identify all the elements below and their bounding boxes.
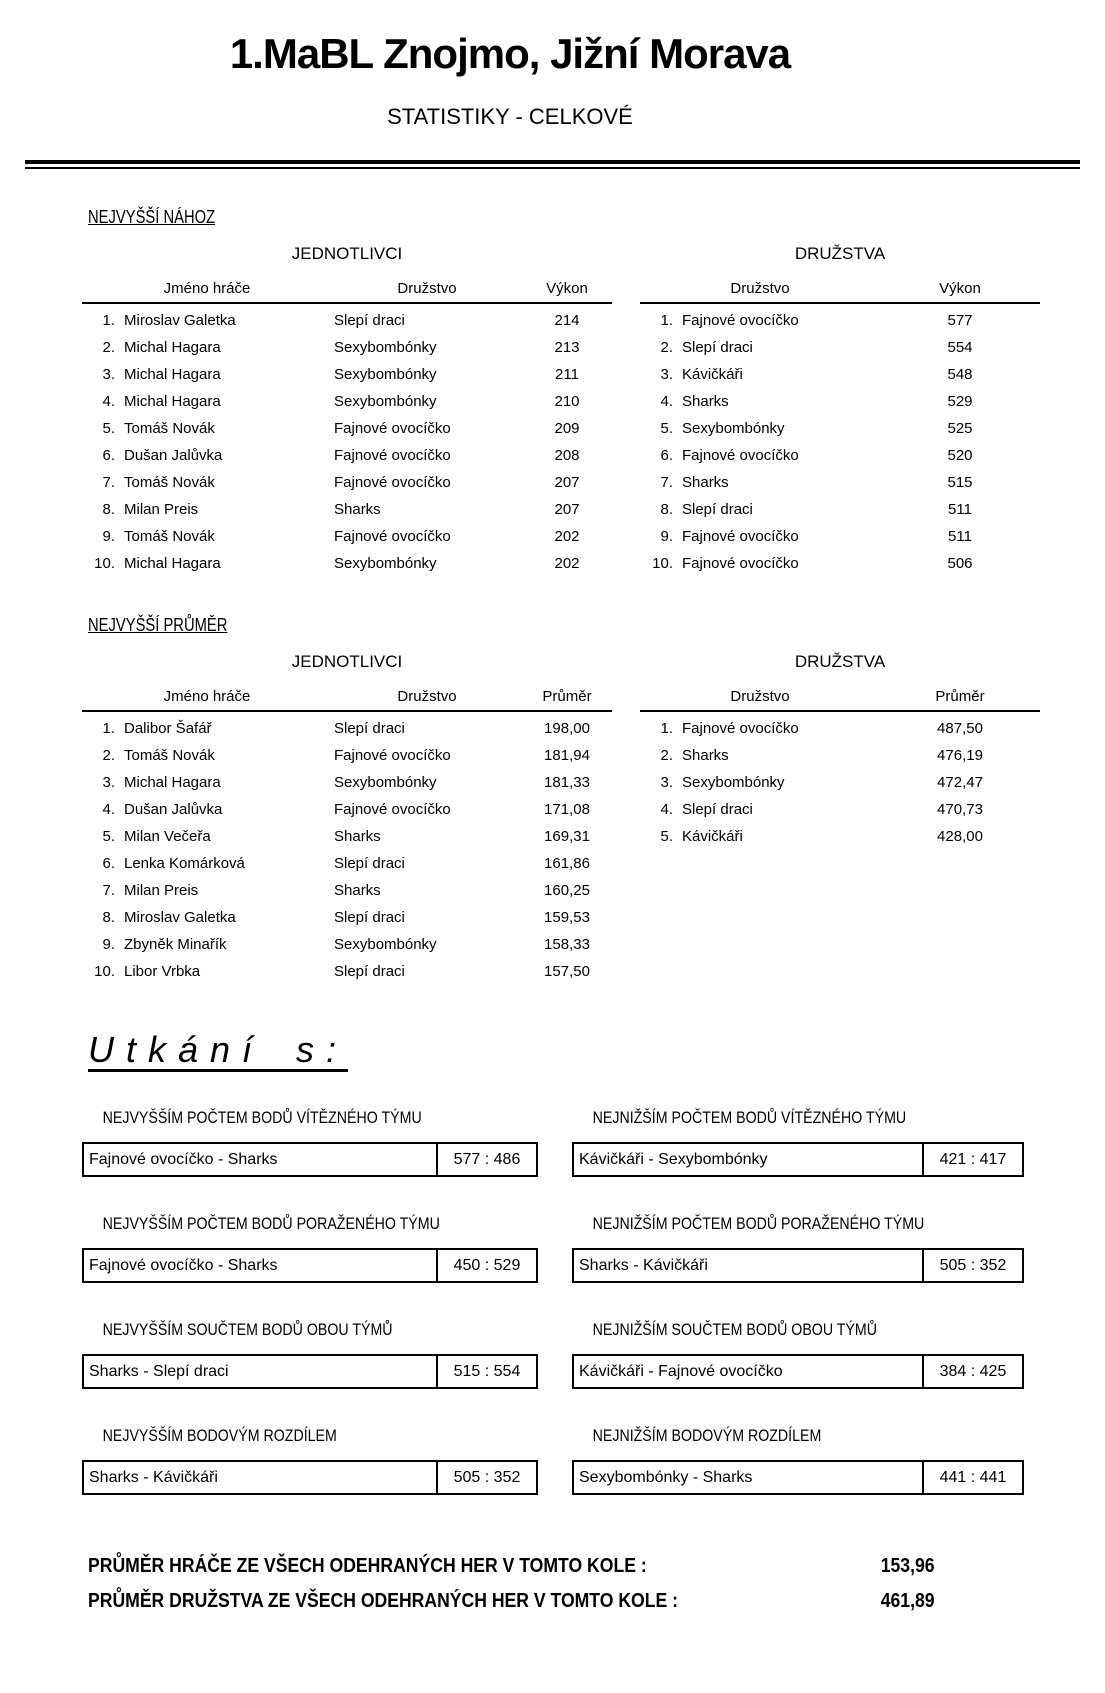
match-block <box>572 1321 1024 1389</box>
table-highest-average-individuals <box>82 652 612 985</box>
column-header-player-name: Jméno hráče <box>163 280 251 297</box>
table-row <box>82 442 612 469</box>
match-score: 515 : 554 <box>436 1356 536 1387</box>
matches-heading: Utkání s: <box>88 1029 349 1070</box>
match-score: 505 : 352 <box>436 1462 536 1493</box>
table-row <box>640 469 1040 496</box>
row-rank: 3. <box>102 774 115 791</box>
table-row <box>640 796 1040 823</box>
row-rank: 10. <box>652 555 673 572</box>
column-header-team: Družstvo <box>397 280 457 297</box>
row-player-name: Milan Večeřa <box>124 828 211 845</box>
match-teams: Sharks - Kávičkáři <box>89 1468 218 1486</box>
highest-average-tables <box>82 652 1105 985</box>
table-row <box>82 523 612 550</box>
match-box <box>572 1248 1024 1283</box>
section-heading-highest-throw: NEJVYŠŠÍ NÁHOZ <box>88 207 216 227</box>
row-player-name: Michal Hagara <box>124 339 221 356</box>
row-team-name: Kávičkáři <box>682 828 743 845</box>
match-teams: Fajnové ovocíčko - Sharks <box>89 1150 278 1168</box>
table-title-teams: DRUŽSTVA <box>794 244 886 263</box>
row-team-name: Fajnové ovocíčko <box>682 312 799 329</box>
row-value: 525 <box>947 420 973 437</box>
match-teams: Kávičkáři - Sexybombónky <box>579 1150 768 1168</box>
row-rank: 3. <box>660 774 673 791</box>
row-team-name: Sexybombónky <box>334 774 437 791</box>
row-player-name: Michal Hagara <box>124 366 221 383</box>
table-title-teams: DRUŽSTVA <box>794 652 886 671</box>
table-row <box>82 769 612 796</box>
row-team-name: Slepí draci <box>334 963 405 980</box>
table-row <box>82 415 612 442</box>
table-row <box>640 742 1040 769</box>
match-block <box>572 1109 1024 1177</box>
row-player-name: Dušan Jalůvka <box>124 801 223 818</box>
match-block <box>82 1109 538 1177</box>
row-team-name: Slepí draci <box>682 501 753 518</box>
row-team-name: Sharks <box>334 828 381 845</box>
row-rank: 9. <box>102 528 115 545</box>
row-value: 487,50 <box>937 720 983 737</box>
match-block <box>82 1427 538 1495</box>
column-header-team: Družstvo <box>730 280 790 297</box>
table-row <box>82 877 612 904</box>
row-team-name: Sexybombónky <box>334 555 437 572</box>
match-score: 577 : 486 <box>436 1144 536 1175</box>
summary-value: 153,96 <box>880 1555 935 1577</box>
summary-value: 461,89 <box>880 1590 935 1612</box>
row-rank: 5. <box>660 420 673 437</box>
row-team-name: Sexybombónky <box>334 393 437 410</box>
table-body <box>82 712 612 985</box>
match-box <box>572 1354 1024 1389</box>
double-divider-rule <box>25 160 1080 169</box>
match-box <box>572 1460 1024 1495</box>
row-rank: 7. <box>102 882 115 899</box>
highest-throw-tables <box>82 244 1105 577</box>
row-rank: 2. <box>102 339 115 356</box>
table-body <box>640 304 1040 577</box>
table-row <box>82 361 612 388</box>
column-header-value: Výkon <box>939 280 981 297</box>
row-rank: 4. <box>660 393 673 410</box>
row-player-name: Dušan Jalůvka <box>124 447 223 464</box>
row-rank: 6. <box>660 447 673 464</box>
table-row <box>82 496 612 523</box>
match-category-label: NEJVYŠŠÍM POČTEM BODŮ PORAŽENÉHO TÝMU <box>102 1215 440 1233</box>
row-rank: 7. <box>102 474 115 491</box>
row-value: 577 <box>947 312 973 329</box>
match-score: 450 : 529 <box>436 1250 536 1281</box>
row-team-name: Sharks <box>334 882 381 899</box>
row-player-name: Tomáš Novák <box>124 474 215 491</box>
table-row <box>82 796 612 823</box>
row-value: 520 <box>947 447 973 464</box>
row-team-name: Fajnové ovocíčko <box>682 555 799 572</box>
match-score: 421 : 417 <box>922 1144 1022 1175</box>
row-value: 511 <box>948 501 972 518</box>
match-box <box>82 1460 538 1495</box>
table-highest-throw-teams <box>640 244 1040 577</box>
row-value: 198,00 <box>544 720 590 737</box>
match-box <box>82 1248 538 1283</box>
row-player-name: Michal Hagara <box>124 555 221 572</box>
match-category-label: NEJVYŠŠÍM POČTEM BODŮ VÍTĚZNÉHO TÝMU <box>102 1109 422 1127</box>
row-rank: 9. <box>660 528 673 545</box>
row-player-name: Zbyněk Minařík <box>124 936 227 953</box>
column-header-value: Průměr <box>542 688 592 705</box>
table-row <box>640 442 1040 469</box>
row-value: 470,73 <box>937 801 983 818</box>
row-team-name: Slepí draci <box>334 855 405 872</box>
row-team-name: Sharks <box>682 474 729 491</box>
row-rank: 5. <box>102 420 115 437</box>
table-row <box>82 931 612 958</box>
row-rank: 4. <box>102 801 115 818</box>
column-header-team: Družstvo <box>730 688 790 705</box>
row-rank: 4. <box>102 393 115 410</box>
match-block <box>82 1321 538 1389</box>
table-row <box>640 523 1040 550</box>
row-value: 171,08 <box>544 801 590 818</box>
table-row <box>640 388 1040 415</box>
table-header-row <box>82 280 612 304</box>
match-category-label: NEJVYŠŠÍM BODOVÝM ROZDÍLEM <box>102 1427 337 1445</box>
row-rank: 4. <box>660 801 673 818</box>
row-team-name: Fajnové ovocíčko <box>334 474 451 491</box>
row-value: 428,00 <box>937 828 983 845</box>
match-blocks-grid <box>82 1071 1105 1495</box>
match-teams: Fajnové ovocíčko - Sharks <box>89 1256 278 1274</box>
row-rank: 3. <box>102 366 115 383</box>
column-header-player-name: Jméno hráče <box>163 688 251 705</box>
row-value: 181,94 <box>544 747 590 764</box>
row-team-name: Sexybombónky <box>334 936 437 953</box>
row-player-name: Miroslav Galetka <box>124 909 236 926</box>
page-subtitle: STATISTIKY - CELKOVÉ <box>387 104 633 129</box>
table-row <box>82 388 612 415</box>
table-row <box>82 958 612 985</box>
section-highest-throw <box>0 207 1105 577</box>
row-player-name: Tomáš Novák <box>124 420 215 437</box>
match-category-label: NEJVYŠŠÍM SOUČTEM BODŮ OBOU TÝMŮ <box>102 1321 393 1339</box>
table-row <box>82 823 612 850</box>
row-rank: 1. <box>660 720 673 737</box>
summary-label: PRŮMĚR DRUŽSTVA ZE VŠECH ODEHRANÝCH HER V TOMTO KOLE : <box>88 1590 678 1612</box>
row-team-name: Fajnové ovocíčko <box>334 420 451 437</box>
row-team-name: Fajnové ovocíčko <box>334 528 451 545</box>
table-row <box>640 550 1040 577</box>
row-value: 181,33 <box>544 774 590 791</box>
match-category-label: NEJNIŽŠÍM POČTEM BODŮ VÍTĚZNÉHO TÝMU <box>592 1109 907 1127</box>
table-header-row <box>82 688 612 712</box>
row-value: 476,19 <box>937 747 983 764</box>
table-row <box>82 850 612 877</box>
row-rank: 9. <box>102 936 115 953</box>
row-player-name: Milan Preis <box>124 882 199 899</box>
table-header-row <box>640 280 1040 304</box>
table-row <box>82 550 612 577</box>
row-rank: 1. <box>660 312 673 329</box>
row-value: 472,47 <box>937 774 983 791</box>
match-teams: Sharks - Slepí draci <box>89 1362 229 1380</box>
row-value: 511 <box>948 528 972 545</box>
row-team-name: Slepí draci <box>334 312 405 329</box>
match-category-label: NEJNIŽŠÍM POČTEM BODŮ PORAŽENÉHO TÝMU <box>592 1215 925 1233</box>
row-rank: 2. <box>660 747 673 764</box>
row-team-name: Fajnové ovocíčko <box>334 801 451 818</box>
table-body <box>82 304 612 577</box>
table-row <box>640 307 1040 334</box>
row-value: 209 <box>554 420 580 437</box>
row-player-name: Lenka Komárková <box>124 855 245 872</box>
row-player-name: Libor Vrbka <box>124 963 201 980</box>
row-player-name: Tomáš Novák <box>124 747 215 764</box>
match-box <box>572 1142 1024 1177</box>
table-row <box>82 334 612 361</box>
table-row <box>82 715 612 742</box>
row-rank: 5. <box>660 828 673 845</box>
section-highest-average <box>0 615 1105 985</box>
row-rank: 5. <box>102 828 115 845</box>
row-value: 214 <box>554 312 580 329</box>
row-player-name: Miroslav Galetka <box>124 312 236 329</box>
row-team-name: Slepí draci <box>334 720 405 737</box>
row-value: 161,86 <box>544 855 590 872</box>
column-header-value: Výkon <box>546 280 588 297</box>
row-value: 202 <box>554 528 580 545</box>
row-rank: 8. <box>102 501 115 518</box>
match-score: 441 : 441 <box>922 1462 1022 1493</box>
table-title-individuals: JEDNOTLIVCI <box>291 652 403 671</box>
row-value: 169,31 <box>544 828 590 845</box>
table-highest-throw-individuals <box>82 244 612 577</box>
row-player-name: Tomáš Novák <box>124 528 215 545</box>
match-category-label: NEJNIŽŠÍM BODOVÝM ROZDÍLEM <box>592 1427 822 1445</box>
row-team-name: Slepí draci <box>682 801 753 818</box>
table-title-individuals: JEDNOTLIVCI <box>291 244 403 263</box>
table-body <box>640 712 1040 850</box>
table-header-row <box>640 688 1040 712</box>
row-team-name: Sexybombónky <box>334 339 437 356</box>
row-rank: 1. <box>102 720 115 737</box>
table-row <box>640 496 1040 523</box>
row-value: 160,25 <box>544 882 590 899</box>
row-value: 529 <box>947 393 973 410</box>
row-team-name: Sharks <box>334 501 381 518</box>
match-box <box>82 1354 538 1389</box>
summary-section <box>88 1555 1105 1613</box>
row-player-name: Dalibor Šafář <box>124 720 212 737</box>
table-highest-average-teams <box>640 652 1040 985</box>
section-matches <box>0 985 1105 1495</box>
row-team-name: Fajnové ovocíčko <box>682 528 799 545</box>
row-rank: 10. <box>94 555 115 572</box>
match-block <box>572 1215 1024 1283</box>
match-teams: Sexybombónky - Sharks <box>579 1468 753 1486</box>
row-team-name: Fajnové ovocíčko <box>334 447 451 464</box>
match-score: 505 : 352 <box>922 1250 1022 1281</box>
row-value: 210 <box>554 393 580 410</box>
table-row <box>82 469 612 496</box>
match-score: 384 : 425 <box>922 1356 1022 1387</box>
row-value: 515 <box>947 474 973 491</box>
row-value: 207 <box>554 474 580 491</box>
row-rank: 2. <box>102 747 115 764</box>
table-row <box>82 742 612 769</box>
row-team-name: Fajnové ovocíčko <box>682 447 799 464</box>
summary-row <box>88 1555 935 1578</box>
column-header-value: Průměr <box>935 688 985 705</box>
row-rank: 8. <box>102 909 115 926</box>
row-team-name: Fajnové ovocíčko <box>682 720 799 737</box>
row-team-name: Sharks <box>682 747 729 764</box>
match-box <box>82 1142 538 1177</box>
table-row <box>640 823 1040 850</box>
row-value: 554 <box>947 339 973 356</box>
row-team-name: Sexybombónky <box>682 774 785 791</box>
page-title: 1.MaBL Znojmo, Jižní Morava <box>229 30 791 77</box>
table-row <box>640 361 1040 388</box>
row-value: 213 <box>554 339 580 356</box>
table-row <box>82 307 612 334</box>
row-team-name: Kávičkáři <box>682 366 743 383</box>
row-team-name: Slepí draci <box>334 909 405 926</box>
row-rank: 6. <box>102 447 115 464</box>
match-block <box>82 1215 538 1283</box>
match-category-label: NEJNIŽŠÍM SOUČTEM BODŮ OBOU TÝMŮ <box>592 1321 877 1339</box>
match-teams: Sharks - Kávičkáři <box>579 1256 708 1274</box>
row-value: 202 <box>554 555 580 572</box>
match-teams: Kávičkáři - Fajnové ovocíčko <box>579 1362 783 1380</box>
row-value: 506 <box>947 555 973 572</box>
row-rank: 2. <box>660 339 673 356</box>
section-heading-highest-average: NEJVYŠŠÍ PRŮMĚR <box>88 615 228 635</box>
table-row <box>640 769 1040 796</box>
row-rank: 1. <box>102 312 115 329</box>
summary-row <box>88 1590 935 1613</box>
document-header <box>0 30 1020 130</box>
row-team-name: Slepí draci <box>682 339 753 356</box>
row-team-name: Sexybombónky <box>334 366 437 383</box>
row-value: 211 <box>555 366 579 383</box>
row-player-name: Michal Hagara <box>124 393 221 410</box>
row-rank: 7. <box>660 474 673 491</box>
table-row <box>640 715 1040 742</box>
row-player-name: Michal Hagara <box>124 774 221 791</box>
row-value: 208 <box>554 447 580 464</box>
column-header-team: Družstvo <box>397 688 457 705</box>
row-value: 548 <box>947 366 973 383</box>
row-value: 158,33 <box>544 936 590 953</box>
match-block <box>572 1427 1024 1495</box>
row-team-name: Fajnové ovocíčko <box>334 747 451 764</box>
row-rank: 10. <box>94 963 115 980</box>
row-value: 159,53 <box>544 909 590 926</box>
table-row <box>640 415 1040 442</box>
table-row <box>640 334 1040 361</box>
row-team-name: Sexybombónky <box>682 420 785 437</box>
row-player-name: Milan Preis <box>124 501 199 518</box>
row-team-name: Sharks <box>682 393 729 410</box>
row-value: 157,50 <box>544 963 590 980</box>
row-rank: 6. <box>102 855 115 872</box>
row-value: 207 <box>554 501 580 518</box>
summary-label: PRŮMĚR HRÁČE ZE VŠECH ODEHRANÝCH HER V TOMTO KOLE : <box>88 1555 647 1577</box>
row-rank: 3. <box>660 366 673 383</box>
table-row <box>82 904 612 931</box>
row-rank: 8. <box>660 501 673 518</box>
